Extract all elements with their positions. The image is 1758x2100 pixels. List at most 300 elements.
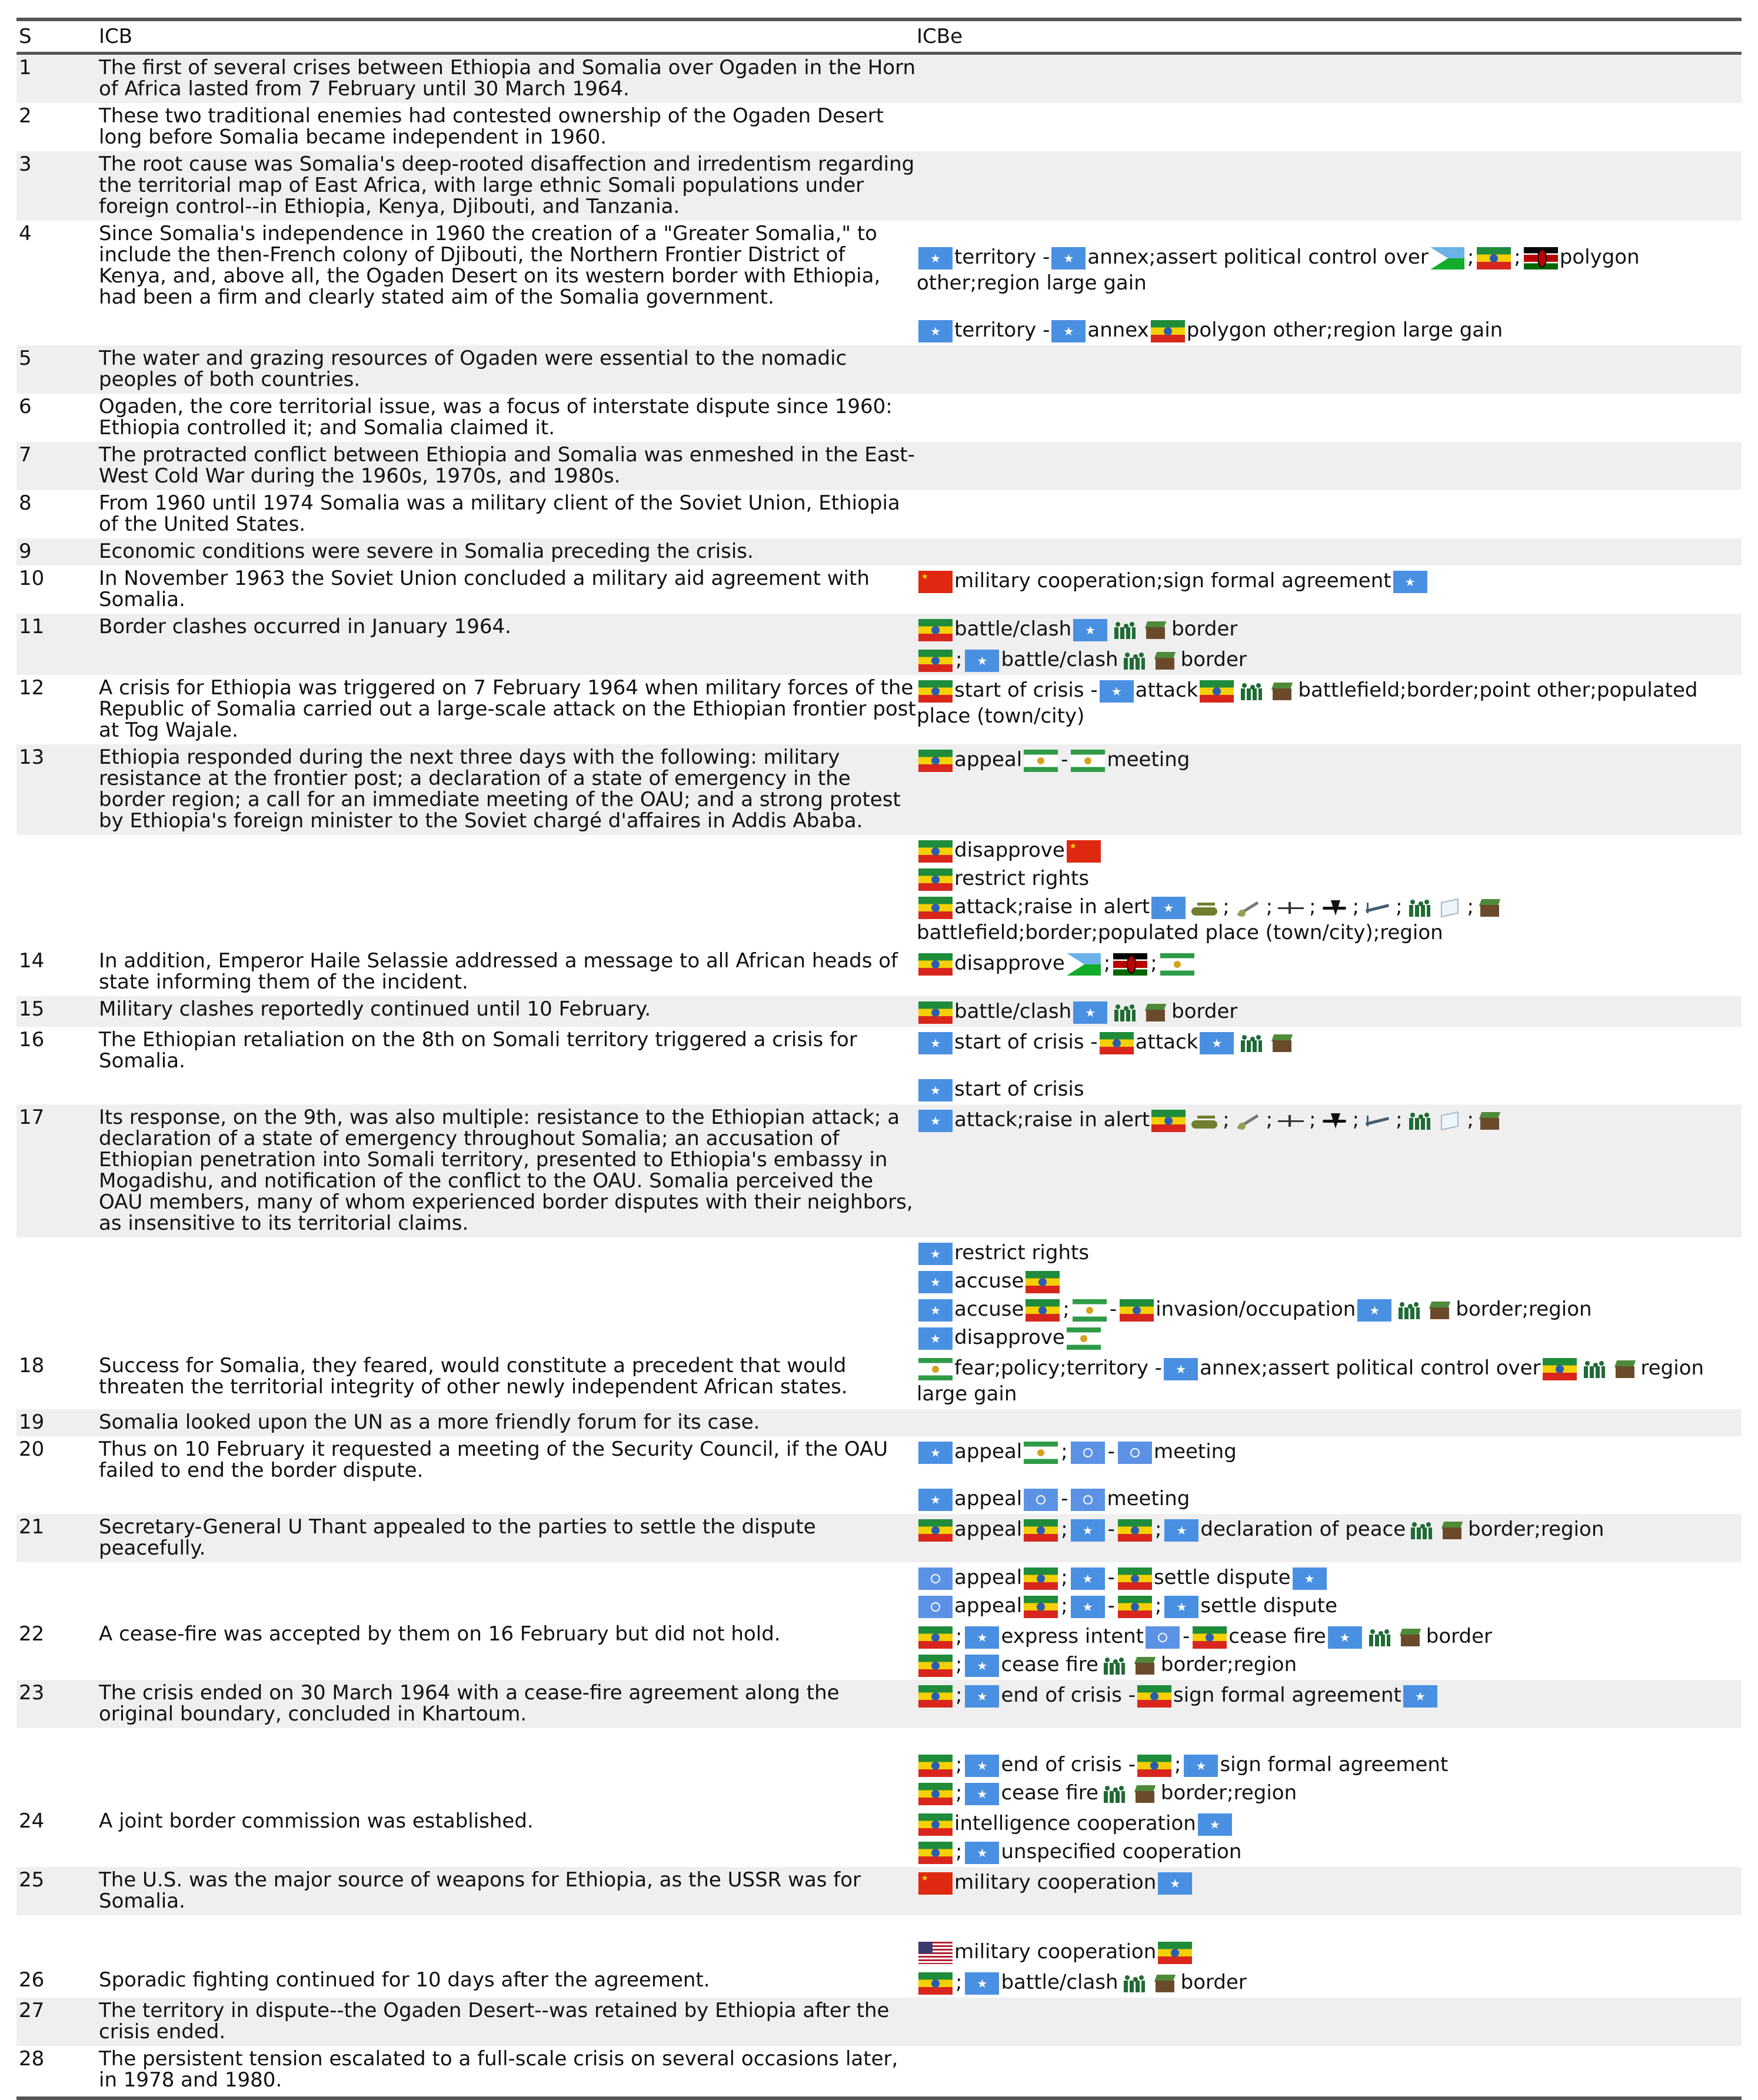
separator: ; — [1352, 1108, 1360, 1131]
somalia-flag-icon — [1200, 1032, 1234, 1054]
ethiopia-flag-icon — [918, 750, 953, 772]
table-row — [16, 2046, 1742, 2094]
separator: ; — [1266, 895, 1273, 918]
ethiopia-flag-icon — [918, 1001, 953, 1024]
somalia-flag-icon — [1184, 1755, 1218, 1777]
table-row — [16, 1867, 1742, 1915]
ethiopia-flag-icon — [918, 1626, 953, 1649]
event-text: end of crisis - — [1001, 1753, 1136, 1776]
sentence-number: 19 — [19, 1410, 45, 1434]
event-text: appeal — [954, 1487, 1023, 1510]
drone-icon — [1276, 1110, 1306, 1132]
table-row — [16, 948, 1742, 996]
land-icon — [1397, 1626, 1424, 1649]
icb-sentence: In November 1963 the Soviet Union concluded a military aid agreement with Somalia. — [99, 567, 870, 611]
icb-sentence: Success for Somalia, they feared, would constitute a precedent that would threaten the territorial integrity of other newly independent African states. — [99, 1354, 848, 1399]
sentence-number: 26 — [19, 1968, 45, 1992]
somalia-flag-icon — [1071, 1567, 1105, 1590]
ethiopia-flag-icon — [918, 840, 953, 863]
event-text: appeal — [954, 1440, 1023, 1463]
separator: ; — [955, 1683, 963, 1707]
somalia-flag-icon — [1164, 1358, 1198, 1380]
soldiers-icon — [1111, 1001, 1139, 1024]
ethiopia-flag-icon — [918, 1519, 953, 1542]
icbe-events — [917, 1808, 1742, 1867]
sentence-number: 27 — [19, 1999, 45, 2022]
sentence-number: 21 — [19, 1515, 45, 1539]
land-icon — [1612, 1358, 1639, 1380]
tank-icon — [1189, 1110, 1220, 1132]
event-text: meeting — [1107, 748, 1190, 771]
event-text: attack — [1135, 678, 1198, 702]
event-text: border;region — [1468, 1517, 1604, 1541]
table-row — [16, 55, 1742, 103]
somalia-flag-icon — [918, 320, 953, 342]
missile-icon — [1362, 897, 1393, 919]
ethiopia-flag-icon — [1118, 1519, 1152, 1542]
event-text: polygon other;region large gain — [917, 245, 1640, 295]
icbe-events — [917, 1514, 1742, 1562]
un-flag-icon — [1071, 1442, 1105, 1464]
icb-sentence: Border clashes occurred in January 1964. — [99, 615, 511, 638]
separator: ; — [955, 1753, 963, 1776]
ethiopia-flag-icon — [1137, 1755, 1171, 1777]
header-s: S — [19, 25, 32, 48]
icb-sentence: Thus on 10 February it requested a meeting of the Security Council, if the OAU failed to end the border dispute. — [99, 1437, 888, 1482]
separator: ; — [955, 1781, 963, 1805]
separator: ; — [1154, 1517, 1162, 1541]
event-text: express intent — [1001, 1625, 1144, 1648]
ethiopia-flag-icon — [918, 897, 953, 919]
somalia-flag-icon — [1403, 1685, 1437, 1708]
event-text: military cooperation — [954, 1940, 1157, 1963]
jet-icon — [1319, 1110, 1350, 1132]
icb-sentence: Somalia looked upon the UN as a more friendly forum for its case. — [99, 1410, 760, 1434]
event-text: appeal — [954, 1566, 1023, 1589]
sentence-number: 14 — [19, 949, 45, 973]
icb-sentence — [99, 1237, 917, 1353]
icbe-events — [917, 1353, 1742, 1409]
separator: - — [1183, 1625, 1190, 1648]
sentence-number: 13 — [19, 746, 45, 769]
icb-sentence: A joint border commission was established. — [99, 1809, 534, 1833]
event-text: border — [1171, 1000, 1238, 1023]
event-text: declaration of peace — [1200, 1517, 1406, 1541]
icbe-event — [917, 616, 1742, 642]
event-text: polygon other;region large gain — [1186, 318, 1503, 342]
drone-icon — [1276, 897, 1306, 919]
event-text: start of crisis - — [954, 678, 1098, 702]
icb-sentence: A crisis for Ethiopia was triggered on 7 February 1964 when military forces of the Republic of Somalia carried out a large-scale attack on the Ethiopian frontier post at Tog Wajale. — [99, 676, 916, 742]
icbe-events — [917, 675, 1742, 744]
ethiopia-flag-icon — [1543, 1358, 1577, 1380]
table-row — [16, 1514, 1742, 1562]
somalia-flag-icon — [918, 1032, 953, 1054]
icbe-event — [917, 1029, 1742, 1055]
event-text: territory - — [954, 245, 1050, 269]
icbe-event — [917, 1752, 1742, 1778]
event-text: battle/clash — [954, 1000, 1072, 1023]
somalia-flag-icon — [918, 1243, 953, 1265]
ussr-flag-icon — [918, 571, 953, 593]
event-text: settle dispute — [1153, 1566, 1291, 1589]
icb-sentence — [99, 644, 917, 675]
sentence-number: 1 — [19, 56, 32, 79]
separator: ; — [1309, 1108, 1316, 1131]
soldiers-icon — [1406, 897, 1434, 919]
ethiopia-flag-icon — [1118, 1567, 1152, 1590]
soldiers-icon — [1406, 1110, 1434, 1132]
somalia-flag-icon — [1328, 1626, 1362, 1649]
event-text: military cooperation — [954, 1871, 1157, 1894]
icb-sentence: These two traditional enemies had contested ownership of the Ogaden Desert long before Somalia became independent in 1960. — [99, 104, 884, 149]
sentence-number: 23 — [19, 1681, 45, 1705]
somalia-flag-icon — [965, 1755, 999, 1777]
somalia-flag-icon — [1073, 1001, 1107, 1024]
icbe-event — [917, 1682, 1742, 1708]
icb-sentence: The root cause was Somalia's deep-rooted disaffection and irredentism regarding the territorial map of East Africa, with large ethnic Somali populations under foreign control--in Ethiopia, Kenya, Djibouti, and Tanzania. — [99, 152, 915, 218]
event-text: cease fire — [1228, 1625, 1326, 1648]
icbe-events — [917, 538, 1742, 565]
separator: ; — [1103, 951, 1111, 975]
somalia-flag-icon — [965, 1685, 999, 1708]
sentence-number: 6 — [19, 395, 32, 418]
sentence-number: 3 — [19, 152, 32, 176]
ethiopia-flag-icon — [1158, 1942, 1192, 1964]
event-text: restrict rights — [954, 1241, 1090, 1264]
icb-sentence: Secretary-General U Thant appealed to the parties to settle the dispute peacefully. — [99, 1515, 816, 1560]
sentence-number: 18 — [19, 1354, 45, 1377]
event-text: military cooperation;sign formal agreement — [954, 569, 1391, 593]
icb-sentence: The Ethiopian retaliation on the 8th on Somali territory triggered a crisis for Somalia. — [99, 1028, 857, 1073]
icbe-event — [917, 1593, 1742, 1619]
event-text: border — [1180, 1971, 1247, 1994]
icbe-event — [917, 1839, 1742, 1865]
somalia-flag-icon — [918, 1489, 953, 1511]
event-text: cease fire — [1001, 1653, 1098, 1676]
un-flag-icon — [1024, 1489, 1058, 1511]
event-text: attack;raise in alert — [954, 895, 1150, 918]
icbe-event — [917, 1969, 1742, 1995]
icbe-events — [917, 948, 1742, 996]
table-row — [16, 1409, 1742, 1436]
ethiopia-flag-icon — [918, 1685, 953, 1708]
header-icbe: ICBe — [917, 25, 963, 48]
land-icon — [1132, 1655, 1159, 1677]
table-row — [16, 614, 1742, 644]
event-text: battle/clash — [1001, 1971, 1118, 1994]
icbe-events — [917, 442, 1742, 490]
djibouti-flag-icon — [1430, 247, 1464, 269]
separator: ; — [955, 1653, 963, 1676]
icbe-event — [917, 1240, 1742, 1266]
ethiopia-flag-icon — [1200, 680, 1234, 703]
icbe-events — [917, 996, 1742, 1027]
table-row — [16, 1621, 1742, 1680]
ethiopia-flag-icon — [1100, 1032, 1134, 1054]
icbe-event — [917, 1355, 1742, 1407]
event-text: restrict rights — [954, 867, 1090, 890]
somalia-flag-icon — [918, 1442, 953, 1464]
event-text: appeal — [954, 748, 1023, 771]
ethiopia-flag-icon — [918, 680, 953, 703]
separator: - — [1107, 1566, 1115, 1589]
event-text: intelligence cooperation — [954, 1812, 1196, 1835]
ethiopia-flag-icon — [1151, 1110, 1186, 1132]
soldiers-icon — [1120, 1972, 1148, 1995]
icb-sentence: Economic conditions were severe in Somalia preceding the crisis. — [99, 540, 754, 563]
separator: ; — [1467, 245, 1474, 269]
icbe-table — [16, 18, 1742, 2100]
icb-sentence: The territory in dispute--the Ogaden Desert--was retained by Ethiopia after the crisis ended. — [99, 1999, 890, 2044]
event-text: appeal — [954, 1517, 1023, 1541]
separator: ; — [1063, 1297, 1070, 1321]
land-icon — [1143, 1001, 1170, 1024]
sentence-number: 7 — [19, 443, 32, 467]
sentence-number: 25 — [19, 1868, 45, 1892]
ethiopia-flag-icon — [918, 1755, 953, 1777]
somalia-flag-icon — [1071, 1596, 1105, 1618]
event-text: cease fire — [1001, 1781, 1098, 1805]
sentence-number: 8 — [19, 491, 32, 515]
land-icon — [1427, 1299, 1454, 1322]
event-text: battle/clash — [1001, 648, 1118, 671]
event-text: start of crisis — [954, 1077, 1084, 1101]
event-text: battle/clash — [954, 617, 1072, 641]
table-row — [16, 1353, 1742, 1409]
event-text: end of crisis - — [1001, 1683, 1136, 1707]
table-row — [16, 1680, 1742, 1728]
table-row — [16, 538, 1742, 565]
soldiers-icon — [1100, 1655, 1128, 1677]
event-text: border;region — [1160, 1781, 1297, 1805]
separator: ; — [1061, 1517, 1068, 1541]
icbe-events — [917, 221, 1742, 345]
separator: ; — [1266, 1108, 1273, 1131]
sentence-number: 22 — [19, 1622, 45, 1646]
icb-sentence — [99, 1728, 917, 1808]
ethiopia-flag-icon — [918, 868, 953, 891]
event-text: sign formal agreement — [1220, 1753, 1449, 1776]
icbe-event — [917, 244, 1742, 296]
somalia-flag-icon — [1198, 1813, 1232, 1836]
oau-flag-icon — [1067, 1327, 1101, 1350]
table-row — [16, 644, 1742, 675]
usa-flag-icon — [918, 1942, 953, 1964]
somalia-flag-icon — [918, 1327, 953, 1350]
icbe-event — [917, 1623, 1742, 1649]
icbe-events — [917, 1027, 1742, 1104]
ethiopia-flag-icon — [1118, 1596, 1152, 1618]
icbe-event — [917, 999, 1742, 1024]
event-text: disapprove — [954, 1326, 1065, 1349]
icb-sentence: Sporadic fighting continued for 10 days after the agreement. — [99, 1968, 710, 1992]
somalia-flag-icon — [1293, 1567, 1327, 1590]
icbe-event — [917, 1324, 1742, 1350]
oau-flag-icon — [1071, 750, 1105, 772]
missile-icon — [1362, 1110, 1393, 1132]
icbe-events — [917, 1680, 1742, 1728]
table-row — [16, 1436, 1742, 1514]
event-text: unspecified cooperation — [1001, 1840, 1242, 1863]
icbe-events — [917, 835, 1742, 948]
icbe-event — [917, 1780, 1742, 1806]
table-bottom-rule — [16, 2096, 1742, 2100]
soldiers-icon — [1237, 1032, 1266, 1054]
icbe-events — [917, 345, 1742, 394]
icbe-events — [917, 614, 1742, 644]
icb-sentence: The first of several crises between Ethiopia and Somalia over Ogaden in the Horn of Africa lasted from 7 February until 30 March 1964. — [99, 56, 916, 101]
icb-sentence — [99, 835, 917, 948]
sentence-number: 10 — [19, 567, 45, 590]
sea-icon — [1437, 897, 1464, 919]
separator: - — [1107, 1594, 1115, 1618]
ethiopia-flag-icon — [1026, 1271, 1060, 1293]
icbe-events — [917, 1237, 1742, 1353]
icbe-events — [917, 1915, 1742, 1967]
sentence-number — [16, 835, 99, 948]
icb-sentence: In addition, Emperor Haile Selassie addressed a message to all African heads of state informing them of the incident. — [99, 949, 898, 994]
event-text: accuse — [954, 1297, 1024, 1321]
icbe-event — [917, 894, 1742, 946]
icbe-event — [917, 866, 1742, 891]
ethiopia-flag-icon — [918, 953, 953, 976]
event-text: border — [1180, 648, 1247, 671]
event-text: attack — [1135, 1030, 1198, 1054]
un-flag-icon — [918, 1567, 953, 1590]
event-text: disapprove — [954, 951, 1065, 975]
icbe-event — [917, 1869, 1742, 1895]
event-text: border — [1426, 1625, 1492, 1648]
separator: ; — [1396, 895, 1403, 918]
separator: - — [1107, 1440, 1115, 1463]
icbe-events — [917, 1104, 1742, 1237]
event-text: border — [1171, 617, 1238, 641]
somalia-flag-icon — [965, 1842, 999, 1864]
icbe-events — [917, 1728, 1742, 1808]
ethiopia-flag-icon — [1024, 1567, 1058, 1590]
soldiers-icon — [1100, 1783, 1128, 1805]
icbe-events — [917, 1967, 1742, 1998]
somalia-flag-icon — [1164, 1596, 1198, 1618]
header-icb: ICB — [99, 25, 133, 48]
oau-flag-icon — [1024, 750, 1058, 772]
icbe-event — [917, 1268, 1742, 1294]
somalia-flag-icon — [1151, 897, 1186, 919]
icbe-event — [917, 317, 1742, 343]
separator: ; — [1061, 1566, 1068, 1589]
icbe-events — [917, 55, 1742, 103]
kenya-flag-icon — [1524, 247, 1558, 269]
separator: ; — [1514, 245, 1521, 269]
ethiopia-flag-icon — [918, 650, 953, 672]
icbe-events — [917, 2046, 1742, 2094]
icb-sentence: The water and grazing resources of Ogaden were essential to the nomadic peoples of both countries. — [99, 347, 847, 391]
icbe-events — [917, 1867, 1742, 1915]
table-row — [16, 1104, 1742, 1237]
icb-sentence: The U.S. was the major source of weapons for Ethiopia, as the USSR was for Somalia. — [99, 1868, 861, 1913]
event-text: attack;raise in alert — [954, 1108, 1150, 1131]
separator: ; — [1467, 895, 1474, 918]
oau-flag-icon — [918, 1358, 953, 1380]
icbe-events — [917, 490, 1742, 538]
icbe-event — [917, 568, 1742, 594]
icb-sentence: Ogaden, the core territorial issue, was a focus of interstate dispute since 1960: Ethiopia controlled it; and Somalia claimed it. — [99, 395, 893, 440]
ethiopia-flag-icon — [918, 1842, 953, 1864]
icb-sentence — [99, 1915, 917, 1967]
icbe-event — [917, 1939, 1742, 1965]
somalia-flag-icon — [1051, 247, 1086, 269]
event-text: meeting — [1153, 1440, 1237, 1463]
somalia-flag-icon — [965, 650, 999, 672]
separator: ; — [1174, 1753, 1181, 1776]
ethiopia-flag-icon — [1024, 1519, 1058, 1542]
icbe-event — [917, 1516, 1742, 1542]
icbe-events — [917, 394, 1742, 442]
separator: ; — [1061, 1440, 1068, 1463]
icbe-events — [917, 744, 1742, 835]
table-header — [16, 21, 1742, 52]
icbe-events — [917, 1998, 1742, 2046]
event-text: border;region — [1456, 1297, 1592, 1321]
somalia-flag-icon — [1073, 619, 1107, 641]
icbe-events — [917, 565, 1742, 614]
somalia-flag-icon — [918, 1299, 953, 1322]
separator: ; — [1223, 895, 1230, 918]
oau-flag-icon — [1160, 953, 1194, 976]
oau-flag-icon — [1024, 1442, 1058, 1464]
separator: - — [1061, 748, 1068, 771]
land-icon — [1132, 1783, 1159, 1805]
soldiers-icon — [1120, 650, 1148, 672]
un-flag-icon — [1071, 1489, 1105, 1511]
table-row — [16, 1562, 1742, 1621]
event-text: territory - — [954, 318, 1050, 342]
separator: - — [1109, 1297, 1117, 1321]
sentence-number: 12 — [19, 676, 45, 700]
ethiopia-flag-icon — [1151, 320, 1185, 342]
soldiers-icon — [1580, 1358, 1609, 1380]
separator: ; — [1309, 895, 1316, 918]
ethiopia-flag-icon — [918, 1783, 953, 1805]
somalia-flag-icon — [965, 1655, 999, 1677]
somalia-flag-icon — [918, 247, 953, 269]
ussr-flag-icon — [918, 1872, 953, 1895]
event-text: battlefield;border;populated place (town/city);region — [917, 921, 1443, 944]
icbe-event — [917, 677, 1742, 729]
icb-sentence: From 1960 until 1974 Somalia was a military client of the Soviet Union, Ethiopia of the United States. — [99, 491, 900, 536]
separator: - — [1107, 1517, 1115, 1541]
icbe-event — [917, 1107, 1742, 1133]
icbe-events — [917, 644, 1742, 675]
event-text: annex;assert political control over — [1087, 245, 1429, 269]
table-row — [16, 1728, 1742, 1808]
sentence-number — [16, 644, 99, 675]
somalia-flag-icon — [965, 1783, 999, 1805]
jet-icon — [1319, 897, 1350, 919]
ethiopia-flag-icon — [1026, 1299, 1060, 1322]
sentence-number — [16, 1237, 99, 1353]
sentence-number: 2 — [19, 104, 32, 128]
land-icon — [1477, 897, 1504, 919]
table-row — [16, 345, 1742, 394]
table-row — [16, 394, 1742, 442]
separator: ; — [955, 648, 963, 671]
table-row — [16, 1027, 1742, 1104]
icb-sentence: A cease-fire was accepted by them on 16 February but did not hold. — [99, 1622, 781, 1646]
soldiers-icon — [1407, 1519, 1436, 1542]
somalia-flag-icon — [1164, 1519, 1198, 1542]
